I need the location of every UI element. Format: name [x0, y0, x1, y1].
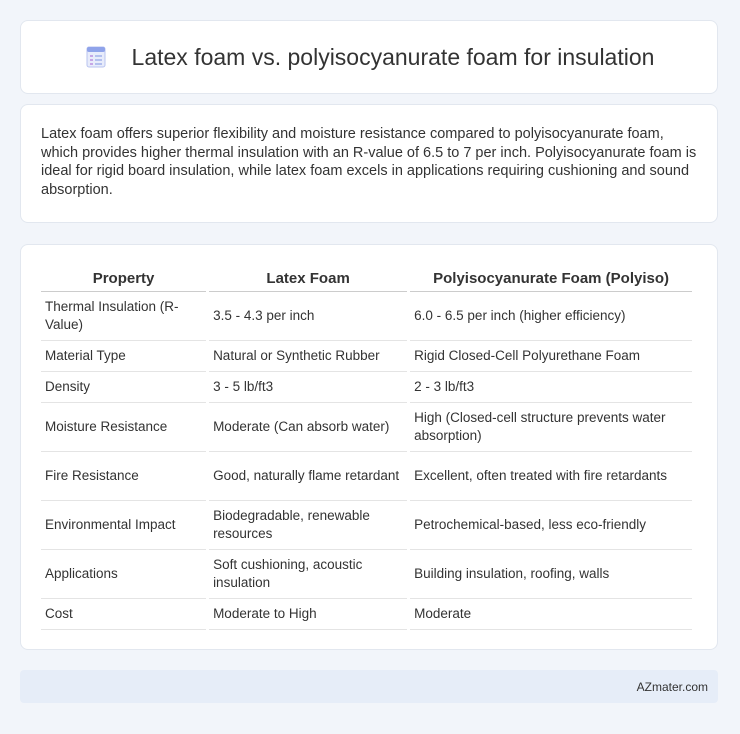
property-cell: Environmental Impact	[41, 501, 206, 550]
latex-foam-cell: 3 - 5 lb/ft3	[209, 372, 407, 403]
table-row	[41, 292, 692, 341]
page-title	[84, 44, 655, 71]
footer	[20, 670, 718, 703]
property-cell: Applications	[41, 550, 206, 599]
table-row	[41, 501, 692, 550]
latex-foam-cell: Good, naturally flame retardant	[209, 452, 407, 501]
polyiso-cell: High (Closed-cell structure prevents water absorption)	[410, 403, 692, 452]
comparison-table	[38, 263, 695, 630]
table-row	[41, 550, 692, 599]
polyiso-cell: Excellent, often treated with fire retardants	[410, 452, 692, 501]
latex-foam-cell: Biodegradable, renewable resources	[209, 501, 407, 550]
table-row	[41, 452, 692, 501]
footer-brand: AZmater.com	[636, 679, 708, 694]
table-row	[41, 341, 692, 372]
latex-foam-cell: Soft cushioning, acoustic insulation	[209, 550, 407, 599]
property-cell: Moisture Resistance	[41, 403, 206, 452]
polyiso-cell: 6.0 - 6.5 per inch (higher efficiency)	[410, 292, 692, 341]
property-cell: Cost	[41, 599, 206, 630]
column-header-property: Property	[41, 263, 206, 292]
polyiso-cell: Moderate	[410, 599, 692, 630]
table-row	[41, 403, 692, 452]
property-cell: Density	[41, 372, 206, 403]
latex-foam-cell: Moderate (Can absorb water)	[209, 403, 407, 452]
polyiso-cell: Petrochemical-based, less eco-friendly	[410, 501, 692, 550]
latex-foam-cell: 3.5 - 4.3 per inch	[209, 292, 407, 341]
table-row	[41, 599, 692, 630]
table-header-row	[41, 263, 692, 292]
polyiso-cell: Building insulation, roofing, walls	[410, 550, 692, 599]
latex-foam-cell: Natural or Synthetic Rubber	[209, 341, 407, 372]
summary-text: Latex foam offers superior flexibility and moisture resistance compared to polyisocyanurate foam, which provides higher thermal insulation with an R-value of 6.5 to 7 per inch. Polyisocyanurate foam is ideal for rigid board insulation, while latex foam excels in applications requiring cushioning and sound absorption.	[41, 126, 697, 198]
column-header-polyiso: Polyisocyanurate Foam (Polyiso)	[410, 263, 692, 292]
property-cell: Fire Resistance	[41, 452, 206, 501]
property-cell: Material Type	[41, 341, 206, 372]
page-title-text: Latex foam vs. polyisocyanurate foam for insulation	[131, 43, 655, 70]
latex-foam-cell: Moderate to High	[209, 599, 407, 630]
table-row	[41, 372, 692, 403]
comparison-table-card	[20, 244, 718, 650]
document-icon	[84, 45, 108, 69]
title-card	[20, 20, 718, 94]
polyiso-cell: Rigid Closed-Cell Polyurethane Foam	[410, 341, 692, 372]
property-cell: Thermal Insulation (R-Value)	[41, 292, 206, 341]
polyiso-cell: 2 - 3 lb/ft3	[410, 372, 692, 403]
summary-card	[20, 104, 718, 223]
column-header-latex-foam: Latex Foam	[209, 263, 407, 292]
